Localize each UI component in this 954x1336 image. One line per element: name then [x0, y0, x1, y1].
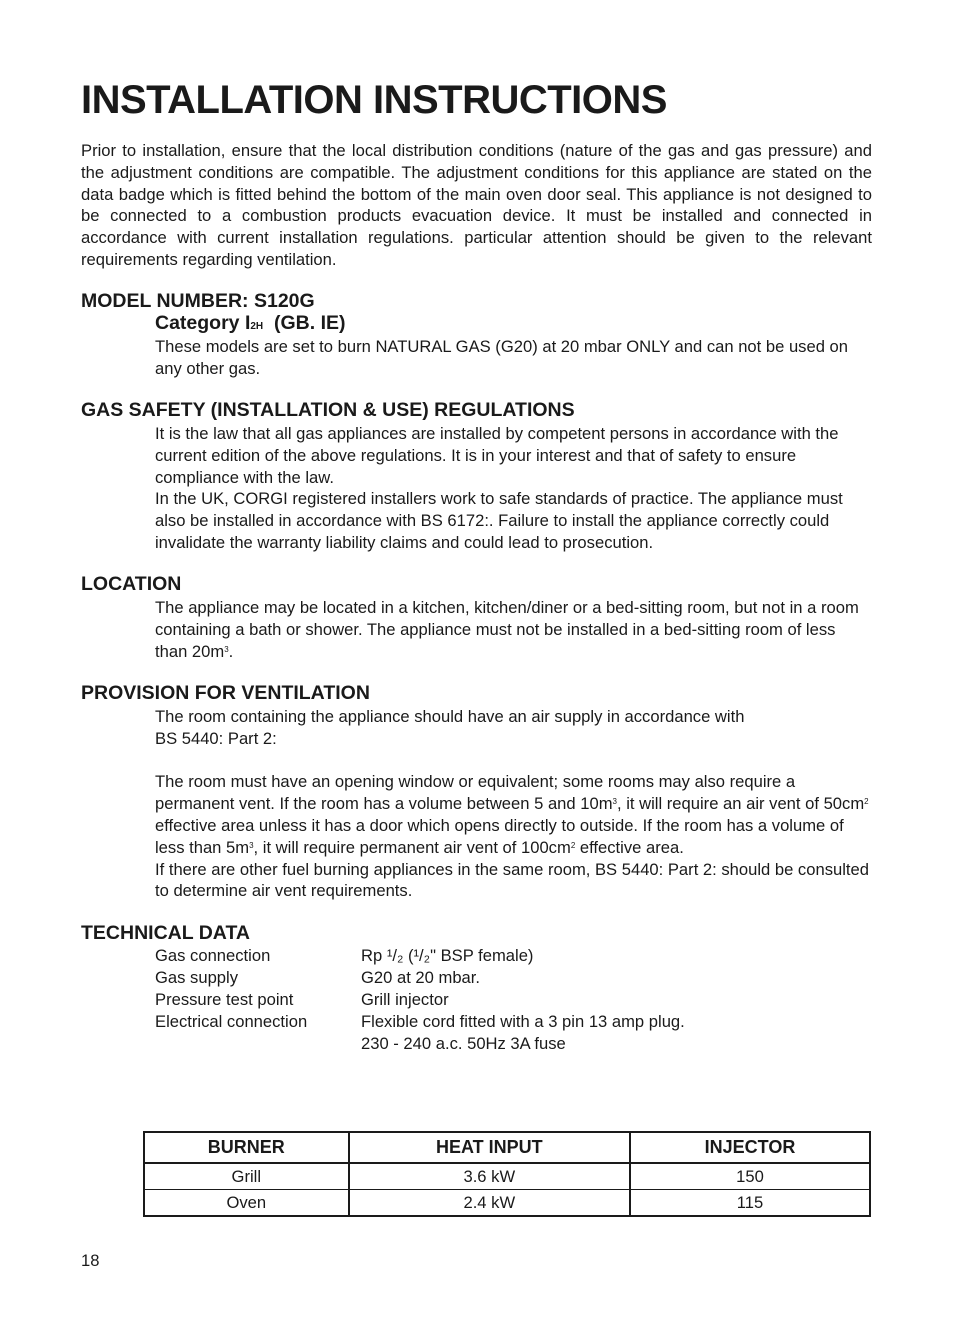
model-text: These models are set to burn NATURAL GAS (G20) at 20 mbar ONLY and can not be used on any other gas. — [155, 337, 848, 378]
tech-label: Pressure test point — [155, 990, 294, 1009]
table-cell: 3.6 kW — [349, 1163, 630, 1190]
category-suffix: (GB. IE) — [263, 312, 346, 334]
vent-text-b: , it will require an air vent of 50cm — [616, 794, 865, 814]
tech-label: Electrical connection — [155, 1012, 308, 1031]
tech-value: Grill injector — [361, 990, 449, 1009]
table-header-row — [144, 1132, 870, 1163]
tech-value: 230 - 240 a.c. 50Hz 3A fuse — [361, 1034, 566, 1053]
table-cell: 115 — [630, 1190, 870, 1217]
location-superscript: 3 — [224, 644, 229, 654]
tech-label: Gas connection — [155, 946, 271, 965]
gas-safety-paragraph-2: In the UK, CORGI registered installers work to safe standards of practice. The appliance must also be installed in accordance with BS 6172:. Failure to install the appliance correctly could invalidate the warranty liability claims and could lead to prosecution. — [155, 489, 843, 552]
category-subscript: 2H — [250, 321, 264, 332]
burner-table — [143, 1131, 871, 1217]
table-cell: Grill — [144, 1163, 349, 1190]
header-injector: INJECTOR — [630, 1132, 870, 1163]
header-burner: BURNER — [144, 1132, 349, 1163]
vent-sup-2: 2 — [864, 797, 869, 807]
intro-paragraph: Prior to installation, ensure that the local distribution conditions (nature of the gas and gas pressure) and the adjustment conditions are compatible. The adjustment conditions for this appliance are stated on the data badge which is fitted behind the bottom of the main oven door seal. This appliance is not designed to be connected to a combustion products evacuation device. It must be installed and connected in accordance with current installation regulations. particular attention should be given to the relevant requirements regarding ventilation. — [81, 141, 872, 269]
vent-text-a: The room must have an opening window or equivalent; some rooms may also require a permanent vent. If the room has a volume between 5 and 10m — [155, 772, 796, 814]
tech-value: G20 at 20 mbar. — [361, 968, 480, 987]
gas-safety-text — [155, 423, 872, 554]
location-heading: LOCATION — [81, 573, 182, 595]
page-number: 18 — [81, 1251, 100, 1270]
technical-heading: TECHNICAL DATA — [81, 922, 250, 944]
location-body: The appliance may be located in a kitchen, kitchen/diner or a bed-sitting room, but not in a room containing a bath or shower. The appliance must not be installed in a bed-sitting room of less than 20m — [155, 598, 859, 661]
category-prefix: Category I — [155, 312, 251, 334]
ventilation-spacer — [155, 750, 872, 772]
table-cell: 150 — [630, 1163, 870, 1190]
table-row — [144, 1190, 870, 1217]
ventilation-heading: PROVISION FOR VENTILATION — [81, 682, 370, 704]
table-cell: 2.4 kW — [349, 1190, 630, 1217]
ventilation-paragraph-1a: The room containing the appliance should have an air supply in accordance with — [155, 707, 745, 726]
vent-sup-1: 3 — [612, 797, 617, 807]
gas-safety-heading: GAS SAFETY (INSTALLATION & USE) REGULATIONS — [81, 399, 575, 421]
gas-safety-paragraph-1: It is the law that all gas appliances are installed by competent persons in accordance with the current edition of the above regulations. It is in your interest and that of safety to ensure compliance with the law. — [155, 424, 839, 487]
table-cell: Oven — [144, 1190, 349, 1217]
page-title: INSTALLATION INSTRUCTIONS — [81, 78, 667, 122]
tech-label: Gas supply — [155, 968, 239, 987]
tech-value: Flexible cord fitted with a 3 pin 13 amp plug. — [361, 1012, 685, 1031]
location-text — [155, 597, 872, 662]
ventilation-paragraph-3: If there are other fuel burning appliances in the same room, BS 5440: Part 2: should be consulted to determine air vent requirements. — [155, 859, 869, 901]
ventilation-paragraph-1b: BS 5440: Part 2: — [155, 728, 277, 748]
table-row — [144, 1163, 870, 1190]
vent-sup-4: 2 — [570, 840, 576, 850]
location-end: . — [228, 641, 234, 661]
category-heading — [155, 311, 346, 339]
model-heading: MODEL NUMBER: S120G — [81, 290, 315, 312]
ventilation-text — [155, 706, 872, 902]
vent-sup-3: 3 — [249, 840, 254, 850]
vent-text-e: effective area. — [575, 837, 684, 857]
vent-text-c: effective area unless it has a door which opens directly to outside. If the room has a volume of less than 5m — [155, 815, 844, 857]
header-heat-input: HEAT INPUT — [349, 1132, 630, 1163]
tech-value: Rp ¹/₂ (¹/₂" BSP female) — [361, 946, 534, 965]
vent-text-d: , it will require permanent air vent of 100cm — [253, 837, 571, 857]
ventilation-paragraph-2 — [155, 771, 872, 858]
